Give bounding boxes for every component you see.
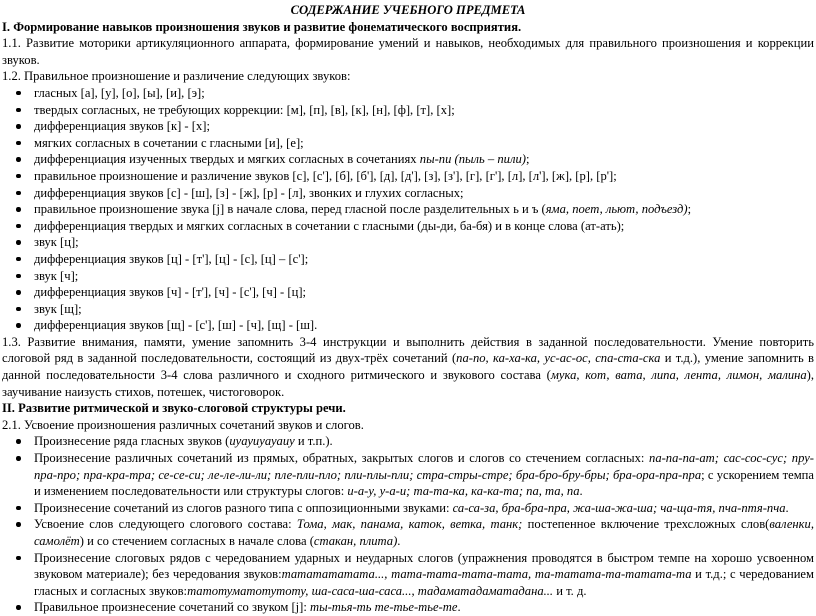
list-item-text: звук [щ];: [34, 301, 82, 316]
list-item-example: па-па-па-ат; сас-сос-сус; пру-пра-про; пра-кра-тра; се-се-си; ле-ле-ли-ли; пле-пли-пло; пли-плы-пли; стра-стры-стре; бра-бро-бру-бры; бра-ора-пра-пра: [34, 451, 814, 482]
document-title: СОДЕРЖАНИЕ УЧЕБНОГО ПРЕДМЕТА: [290, 3, 526, 17]
list-item-text: и т.д.; с чередованием гласных и согласных звуков:: [34, 567, 814, 598]
list-item: [2, 500, 814, 517]
list-item-example: и-а-у, у-а-и; та-та-ка, ка-ка-та; па, та, па: [347, 484, 580, 499]
list-item: [2, 201, 814, 218]
list-item-text: дифференциация звуков [к] - [х];: [34, 119, 210, 134]
list-item-text: ; с ускорением темпа и изменением последовательности или структуры слогов:: [34, 467, 814, 499]
list-item-text: звук [ч];: [34, 268, 79, 283]
list-item: [2, 317, 814, 334]
list-item-text: и т. д.: [553, 583, 587, 598]
list-item-example: ты-тья-ть те-тье-тье-те: [309, 600, 458, 615]
list-item-text: .: [785, 500, 789, 515]
list-item: [2, 516, 814, 549]
list-item-text: мягких согласных в сочетании с гласными [и], [е];: [34, 135, 304, 150]
list-item-text: Правильное произнесение сочетаний со звуком [j]:: [34, 600, 310, 615]
list-item-example: яма, поет, льют, подъезд): [545, 202, 688, 217]
list-item-example: валенки, самолёт: [34, 517, 815, 548]
list-item-text: звук [ц];: [34, 235, 79, 250]
list-item-text: Произнесение ряда гласных звуков (: [34, 434, 230, 449]
paragraph-1-2: 1.2. Правильное произношение и различение следующих звуков:: [2, 69, 351, 84]
list-item: [2, 218, 814, 235]
list-item-text: Произнесение различных сочетаний из прямых, обратных, закрытых слогов и слогов со стечением согласных:: [34, 451, 650, 466]
list-item-text: ) и со стечением согласных в начале слова (: [79, 534, 314, 548]
list-item-text: Произнесение слоговых рядов с чередованием ударных и неударных слогов (упражнения проводятся в быстром темпе на хорошо усвоенном звуковом материале); без чередования звуков:: [34, 550, 814, 582]
list-item-suffix: ;: [525, 152, 530, 167]
list-item: [2, 284, 814, 301]
list-item: [2, 85, 814, 102]
paragraph-2-1: 2.1. Усвоение произношения различных сочетаний звуков и слогов.: [2, 417, 364, 432]
list-item-text: дифференциация твердых и мягких согласных в сочетании с гласными (ды-ди, ба-бя) и в конце слова (ат-ать);: [34, 218, 625, 233]
sound-list: [2, 85, 814, 334]
list-item: [2, 450, 814, 500]
paragraph-1-3: [2, 334, 814, 400]
list-item: [2, 433, 814, 450]
list-item-example: татотуматотутоту, ша-саса-ша-саса..., тадаматадаматадана...: [187, 583, 554, 598]
list-item-text: Усвоение слов следующего слогового состава:: [34, 517, 297, 532]
list-item-text: .: [397, 534, 401, 548]
list-item: [2, 301, 814, 318]
list-item-text: Произнесение сочетаний из слогов разного типа с оппозиционными звуками:: [34, 500, 453, 515]
p13-example-b: мука, кот, вата, липа, лента, лимон, малина: [550, 368, 807, 383]
list-item-text: гласных [а], [у], [о], [ы], [и], [э];: [34, 85, 205, 100]
list-item: [2, 135, 814, 152]
list-item-text: дифференциация звуков [ц] - [т'], [ц] - [с], [ц] – [с'];: [34, 251, 309, 266]
list-item: [2, 151, 814, 168]
p13-text-a: 1.3. Развитие внимания, памяти, умение запомнить 3-4 инструкции и выполнить действия в заданной последовательности. Умение повторить слоговой ряд в заданной последовательности, состоящий из двух-трёх сочетаний (: [2, 334, 814, 366]
list-item-example: пы-пи (пыль – пили): [419, 152, 526, 167]
list-item-text: твердых согласных, не требующих коррекции: [м], [п], [в], [к], [н], [ф], [т], [х];: [34, 102, 455, 117]
list-item-suffix: ;: [687, 202, 692, 217]
p13-text-b: и т.д.), умение запомнить в данной последовательности 3-4 слова различного и сходного ритмического и звукового состава (: [2, 351, 814, 383]
list-item: [2, 102, 814, 119]
list-item-example: стакан, плита): [313, 534, 398, 548]
list-item: [2, 251, 814, 268]
list-item-example: иуауиуауаиу: [229, 434, 295, 449]
list-item-example: Тома, мак, панама, каток, ветка, танк;: [296, 517, 523, 532]
list-item: [2, 599, 814, 616]
list-item-text: правильное произношение звука [j] в начале слова, перед гласной после разделительных ь и ъ (: [34, 202, 546, 217]
exercise-list: [2, 433, 814, 616]
paragraph-1-1: 1.1. Развитие моторики артикуляционного аппарата, формирование умений и навыков, необходимых для правильного произношения и коррекции звуков.: [2, 36, 814, 67]
list-item: [2, 185, 814, 202]
list-item-text: дифференциация звуков [ч] - [т'], [ч] - [с'], [ч] - [ц];: [34, 285, 307, 300]
list-item-text: дифференциация изученных твердых и мягких согласных в сочетаниях: [34, 152, 420, 167]
list-item-text: дифференциация звуков [с] - [ш], [з] - [ж], [р] - [л], звонких и глухих согласных;: [34, 185, 464, 200]
list-item-example: са-са-за, бра-бра-пра, жа-ша-жа-ша; ча-ща-тя, пча-птя-пча: [452, 500, 786, 515]
p13-text-c: ), заучивание наизусть стихов, потешек, чистоговорок.: [2, 368, 815, 399]
section-1-heading: I. Формирование навыков произношения звуков и развитие фонематического восприятия.: [2, 19, 522, 34]
list-item-text: дифференциация звуков [щ] - [с'], [ш] - [ч], [щ] - [ш].: [34, 318, 318, 333]
list-item-example: тататататата..., тата-тата-тата-тата, та-татата-та-татата-та: [281, 567, 692, 582]
p13-example-a: па-по, ка-ха-ка, ус-ас-ос, спа-ста-ска: [456, 351, 661, 366]
list-item-text: правильное произношение и различение звуков [с], [с'], [б], [б'], [д], [д'], [з], [з'], [г], [г'], [л], [л'], [ж], [р], [р'];: [34, 168, 617, 183]
list-item: [2, 168, 814, 185]
list-item-text: .: [579, 484, 583, 499]
list-item-text: и т.п.).: [294, 434, 333, 449]
list-item: [2, 268, 814, 285]
list-item: [2, 550, 814, 600]
list-item-text: постепенное включение трехсложных слов(: [522, 517, 770, 532]
list-item: [2, 234, 814, 251]
list-item-text: .: [457, 600, 461, 615]
section-2-heading: II. Развитие ритмической и звуко-слоговой структуры речи.: [2, 401, 346, 416]
list-item: [2, 118, 814, 135]
